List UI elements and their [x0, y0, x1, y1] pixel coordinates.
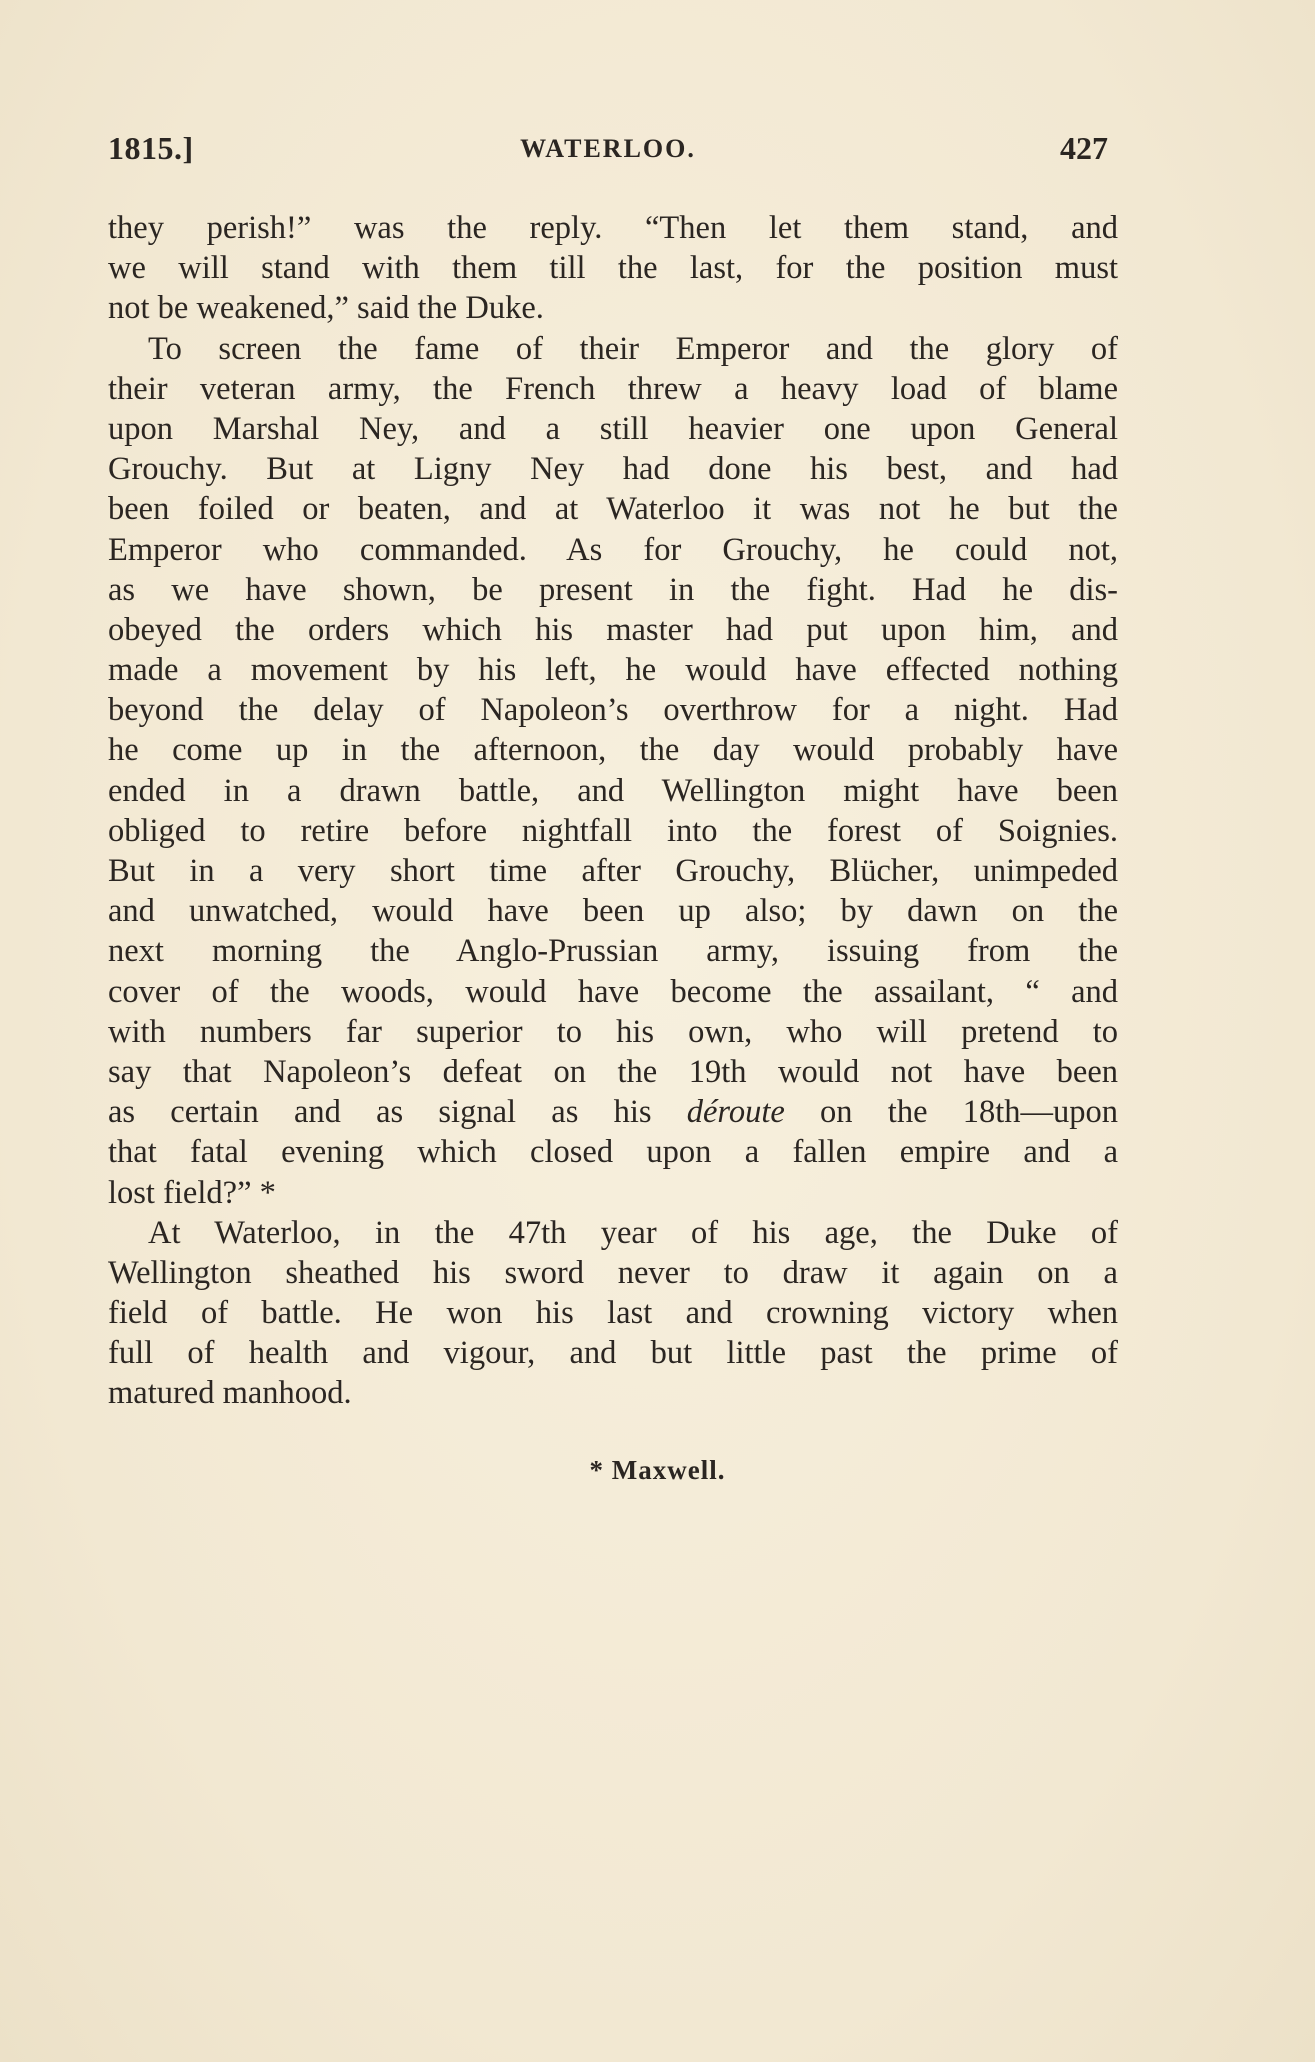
- line-text: At Waterloo, in the 47th year of his age, the Duke of: [148, 1214, 1118, 1251]
- line-text: not be weakened,” said the Duke.: [108, 290, 544, 327]
- line-text: obliged to retire before nightfall into the forest of Soignies.: [108, 812, 1118, 849]
- text-line: [108, 730, 1118, 770]
- line-text: But in a very short time after Grouchy, Blücher, unimpeded: [108, 853, 1118, 889]
- text-line: [108, 1293, 1118, 1333]
- body-text: [108, 208, 1118, 1414]
- line-text: field of battle. He won his last and crowning victory when: [108, 1295, 1118, 1332]
- text-line: [108, 369, 1118, 409]
- text-line: [108, 771, 1118, 811]
- text-line: [108, 610, 1118, 650]
- text-line: [108, 449, 1118, 489]
- text-line: [108, 288, 1118, 328]
- text-line: [108, 1253, 1118, 1293]
- line-text: been foiled or beaten, and at Waterloo it was not he but the: [108, 491, 1118, 528]
- line-text: beyond the delay of Napoleon’s overthrow for a night. Had: [108, 692, 1118, 729]
- text-line: [108, 409, 1118, 449]
- line-text: To screen the fame of their Emperor and the glory of: [148, 330, 1118, 367]
- text-line: [108, 650, 1118, 690]
- text-line: [108, 1333, 1118, 1373]
- text-line: [108, 489, 1118, 529]
- running-head: [108, 130, 1108, 180]
- header-year: 1815.]: [108, 130, 194, 166]
- line-text-after: on the 18th—upon: [784, 1094, 1118, 1131]
- line-text: and unwatched, would have been up also; by dawn on the: [108, 893, 1118, 930]
- italic-word: déroute: [686, 1094, 785, 1131]
- line-text: that fatal evening which closed upon a fallen empire and a: [108, 1134, 1118, 1171]
- text-line: [108, 851, 1118, 891]
- line-text: he come up in the afternoon, the day would probably have: [108, 732, 1118, 769]
- line-text: cover of the woods, would have become the assailant, “ and: [108, 973, 1118, 1010]
- footnote: * Maxwell.: [589, 1455, 726, 1485]
- line-text: Emperor who commanded. As for Grouchy, he could not,: [108, 531, 1118, 568]
- line-text: as we have shown, be present in the fight. Had he dis-: [108, 571, 1118, 608]
- line-text: made a movement by his left, he would have effected nothing: [108, 652, 1118, 689]
- text-line: [108, 811, 1118, 851]
- page-number: 427: [1060, 130, 1108, 166]
- line-text: we will stand with them till the last, for the position must: [108, 250, 1118, 287]
- line-text: ended in a drawn battle, and Wellington might have been: [108, 772, 1118, 809]
- text-line: [108, 248, 1118, 288]
- text-line: [108, 690, 1118, 730]
- text-line: [108, 329, 1118, 369]
- line-text: they perish!” was the reply. “Then let them stand, and: [108, 210, 1118, 246]
- line-text: upon Marshal Ney, and a still heavier one upon General: [108, 410, 1118, 447]
- line-text: next morning the Anglo-Prussian army, issuing from the: [108, 933, 1118, 970]
- line-text: say that Napoleon’s defeat on the 19th would not have been: [108, 1053, 1118, 1090]
- text-line: [108, 1132, 1118, 1172]
- line-text: with numbers far superior to his own, who will pretend to: [108, 1013, 1118, 1050]
- header-title: WATERLOO.: [520, 134, 696, 163]
- text-line: [108, 1173, 1118, 1213]
- line-text: Wellington sheathed his sword never to draw it again on a: [108, 1254, 1118, 1291]
- line-text: matured manhood.: [108, 1375, 352, 1412]
- text-line: [108, 891, 1118, 931]
- text-line: [108, 570, 1118, 610]
- line-text: Grouchy. But at Ligny Ney had done his best, and had: [108, 451, 1118, 488]
- line-text: their veteran army, the French threw a heavy load of blame: [108, 370, 1118, 407]
- text-line: [108, 972, 1118, 1012]
- line-text: full of health and vigour, and but little past the prime of: [108, 1335, 1118, 1372]
- text-line: [108, 1092, 1118, 1132]
- text-line: [108, 1052, 1118, 1092]
- line-text: lost field?” *: [108, 1174, 276, 1211]
- text-line: [108, 530, 1118, 570]
- text-line: [108, 1213, 1118, 1253]
- line-text: obeyed the orders which his master had put upon him, and: [108, 611, 1118, 648]
- text-line: [108, 931, 1118, 971]
- line-text: as certain and as signal as his: [108, 1094, 652, 1131]
- text-line: [108, 1373, 1118, 1413]
- text-line: [108, 208, 1118, 248]
- text-line: [108, 1012, 1118, 1052]
